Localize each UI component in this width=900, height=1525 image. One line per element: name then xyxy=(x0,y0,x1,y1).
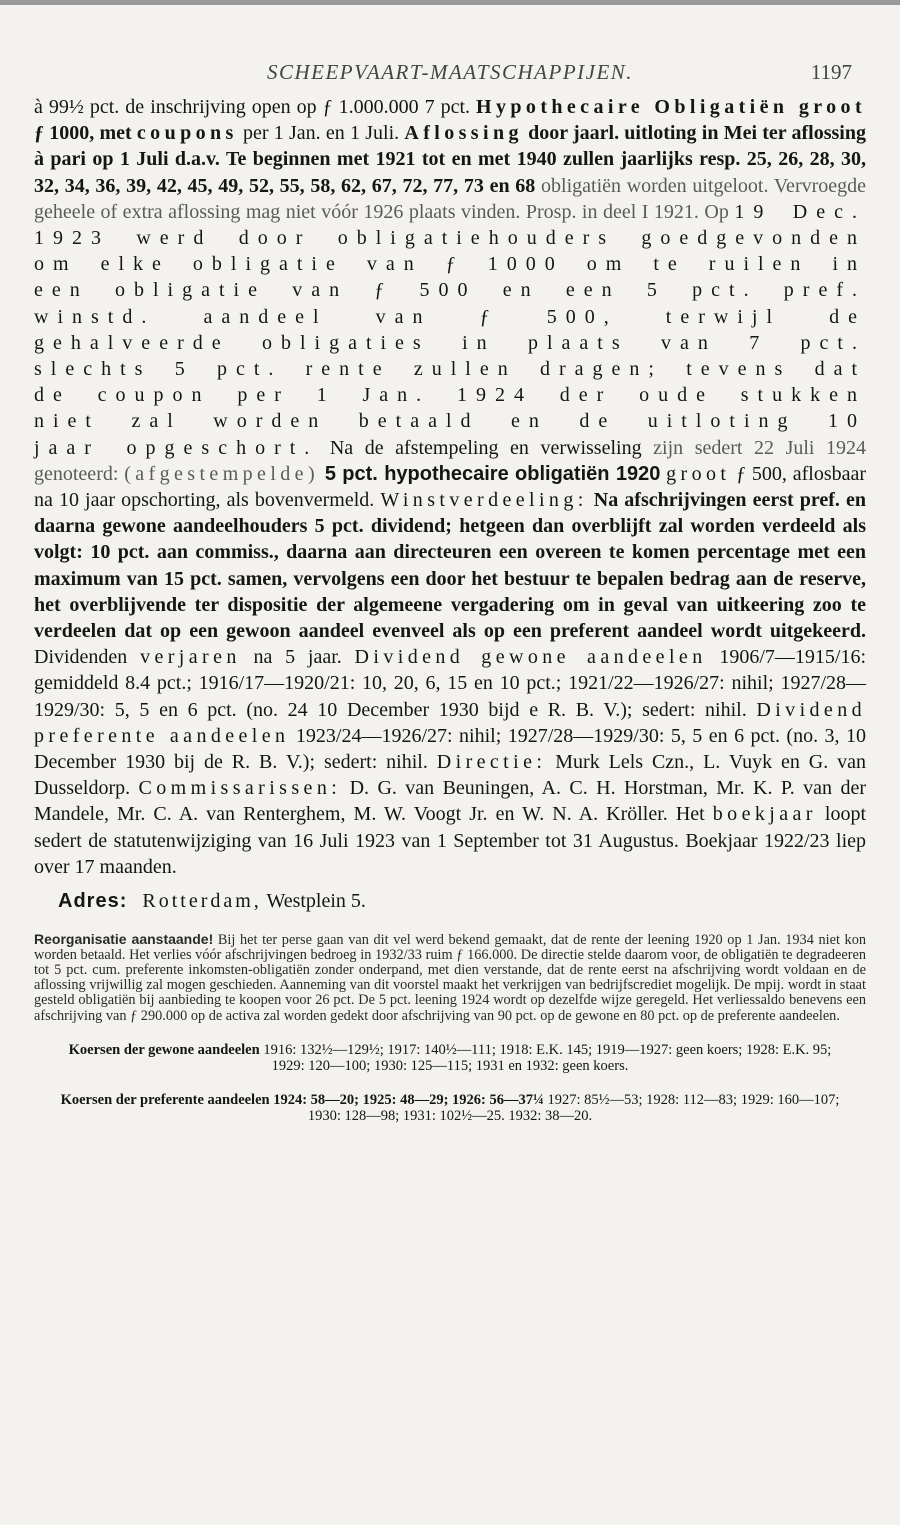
text-span: ƒ 1000, met xyxy=(34,122,132,145)
emphasis-span: Winstverdeeling: xyxy=(380,489,588,512)
ordinary-prices-text: 1916: 132½—129½; 1917: 140½—111; 1918: E.K. 145; 1919—1927: geen koers; 1928: E.K. 95; 1929: 120—100; 1930: 125—115; 1931 en 1932: geen koers. xyxy=(263,1041,832,1074)
address-city: Rotterdam, xyxy=(142,890,262,913)
emphasis-span: Aflossing xyxy=(404,122,523,145)
preferred-prices-bold: 1924: 58—20; 1925: 48—29; 1926: 56—37¼ xyxy=(273,1091,544,1108)
text-span: Murk Lels Czn., L. Vuyk en G. van Dusseldorp. xyxy=(34,751,867,800)
running-header xyxy=(34,60,866,94)
text-span: 1906/7—1915/16: gemiddeld 8.4 pct.; 1916/17—1920/21: 10, 20, 6, 15 en 10 pct.; 1921/22—1926/27: nihil; 1927/28—1929/30: 5, 5 en 6 pct. (no. 24 10 December 1930 bijd e R. B. V.); sedert: nihil. xyxy=(34,646,867,721)
text-span: door jaarl. uitloting in Mei ter aflossing à pari op 1 Juli d.a.v. Te beginnen met 1921 tot en met 1940 zullen jaarlijks resp. 25, 26, 28, 30, 32, 34, 36, 39, 42, 45, 49, 52, 55, 58, 62, 67, 72, 77, 73 en 68 xyxy=(34,122,866,197)
text-span: na 5 jaar. xyxy=(253,646,342,669)
emphasis-span: Hypothecaire Obligatiën groot xyxy=(476,96,866,118)
note-label: Reorganisatie aanstaande! xyxy=(34,931,214,948)
header-title: SCHEEPVAART-MAATSCHAPPIJEN. xyxy=(266,60,634,84)
ordinary-prices-label: Koersen der gewone aandeelen xyxy=(68,1041,260,1058)
emphasis-span: Directie: xyxy=(436,751,547,774)
emphasis-span: verjaren xyxy=(140,646,241,669)
text-span: per 1 Jan. en 1 Juli. xyxy=(242,122,400,145)
text-span: Dividenden xyxy=(34,646,128,669)
company-entry-text xyxy=(34,94,866,880)
text-span: loopt sedert de statutenwijziging van 16 Juli 1923 van 1 September tot 31 Augustus. Boekjaar 1922/23 liep over 17 maanden. xyxy=(34,803,867,878)
ordinary-share-prices xyxy=(54,1042,846,1074)
emphasis-span: coupons xyxy=(136,122,238,145)
text-span: obligatiën worden uitgeloot. Vervroegde geheele of extra aflossing mag niet vóór 1926 plaats vinden. Prosp. in deel I 1921. Op xyxy=(34,174,867,223)
text-span: zijn sedert 22 Juli 1924 genoteerd: xyxy=(34,436,867,485)
address-line xyxy=(58,888,866,914)
address-label: Adres: xyxy=(58,890,128,913)
bold-sans-span: 5 pct. hypothecaire obligatiën 1920 xyxy=(324,462,661,485)
emphasis-span: groot xyxy=(666,462,731,485)
emphasis-span: boekjaar xyxy=(712,803,817,826)
page-number: 1197 xyxy=(810,60,852,84)
text-span: ƒ 500, aflosbaar na 10 jaar opschorting, als bovenvermeld. xyxy=(34,462,867,512)
text-span: 1923/24—1926/27: nihil; 1927/28—1929/30: 5, 5 en 6 pct. (no. 3, 10 December 1930 bij de R. B. V.); sedert: nihil. xyxy=(34,724,867,774)
preferred-prices-label: Koersen der preferente aandeelen xyxy=(60,1091,270,1108)
preferred-prices-text: 1927: 85½—53; 1928: 112—83; 1929: 160—107; 1930: 128—98; 1931: 102½—25. 1932: 38—20. xyxy=(307,1091,840,1124)
text-span: à 99½ pct. de inschrijving open op ƒ 1.000.000 7 pct. xyxy=(34,96,471,118)
reorganisation-note xyxy=(34,932,866,1024)
spaced-text-span: 19 Dec. 1923 werd door obligatiehouders goedgevonden om elke obligatie van ƒ 1000 om te ruilen in een obligatie van ƒ 500 en een 5 pct. pref. winstd. aandeel van ƒ 500, terwijl de gehalveerde obligaties in plaats van 7 pct. slechts 5 pct. rente zullen dragen; tevens dat de coupon per 1 Jan. 1924 der oude stukken niet zal worden betaald en de uitloting 10 jaar opgeschort. xyxy=(34,200,866,459)
preferred-share-prices xyxy=(54,1092,846,1124)
top-border xyxy=(0,0,900,5)
note-text: Bij het ter perse gaan van dit vel werd bekend gemaakt, dat de rente der leening 1920 op 1 Jan. 1934 niet kon worden betaald. Het verlies vóór afschrijvingen bedroeg in 1932/33 ruim ƒ 166.000. De directie stelde daarom voor, de obligatiën te degradeeren tot 5 pct. cum. preferente inkomsten-obligatiën zonder onderpand, met dien verstande, dat de rente eerst na afschrijving wordt voldaan en de aflossing vrijwillig zal mogen geschieden. Aanneming van dit voorstel maakt het verkrijgen van bedrijfscrediet mogelijk. De mpij. wordt in staat gesteld obligatiën bij aanbieding te koopen voor 26 pct. De 5 pct. leening 1924 wordt op dezelfde wijze geregeld. Het verliessaldo benevens een afschrijving van ƒ 290.000 op de activa zal worden gedekt door afschrijving van 90 pct. op de gewone en 80 pct. op de preferente aandeelen. xyxy=(34,932,867,1024)
text-span: D. G. van Beuningen, A. C. H. Horstman, Mr. K. P. van der Mandele, Mr. C. A. van Renterghem, M. W. Voogt Jr. en W. N. A. Kröller. Het xyxy=(34,777,866,826)
text-span: Na afschrijvingen eerst pref. en daarna gewone aandeelhouders 5 pct. dividend; hetgeen dan overblijft zal worden verdeeld als volgt: 10 pct. aan commiss., daarna aan directeuren een overeen te komen percentage met een maximum van 15 pct. samen, vervolgens een door het bestuur te bepalen bedrag aan de reserve, het overblijvende ter dispositie der algemeene vergadering om in geval van uitkeering zoo te verdeelen dat op een gewoon aandeel evenveel als op een preferent aandeel wordt uitgekeerd. xyxy=(34,489,866,643)
address-street: Westplein 5. xyxy=(266,890,366,913)
emphasis-span: Commissarissen: xyxy=(138,777,342,800)
emphasis-span: Dividend gewone aandeelen xyxy=(354,646,707,669)
text-span: Na de afstempeling en verwisseling xyxy=(329,436,642,459)
emphasis-span: Dividend preferente aandeelen xyxy=(34,698,867,747)
emphasis-span: (afgestempelde) xyxy=(124,462,320,485)
